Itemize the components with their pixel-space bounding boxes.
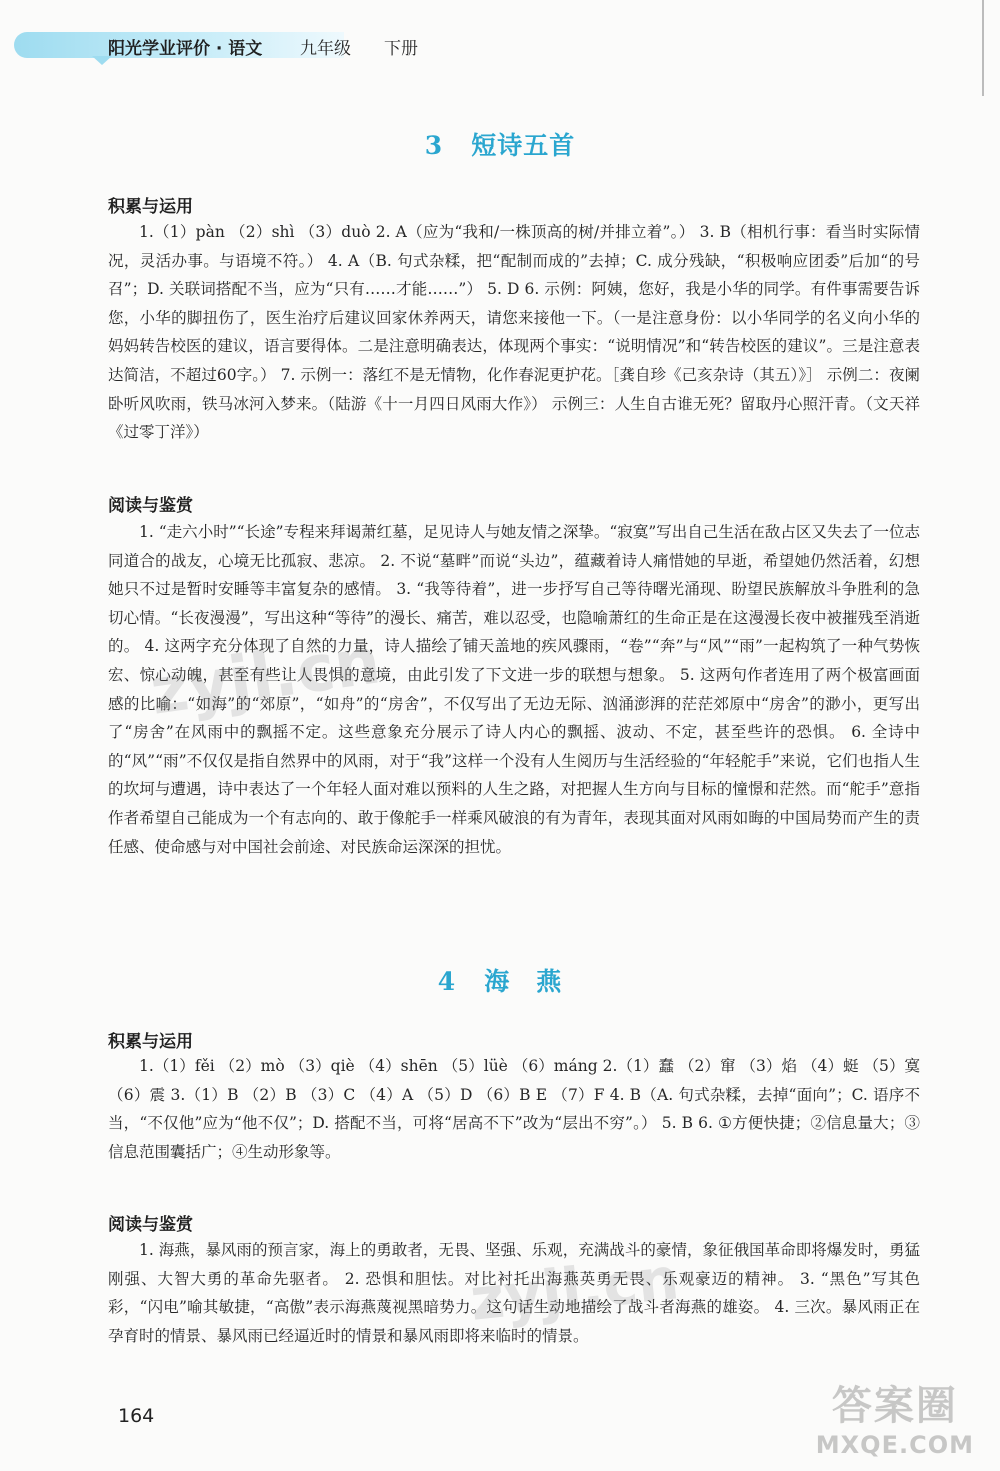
section-heading: 积累与运用 [108, 1032, 193, 1052]
answer-paragraph: 1.（1）fěi （2）mò （3）qiè （4）shēn （5）lüè （6）máng 2.（1）蠢 （2）窜 （3）焰 （4）蜓 （5）寞 （6）震 3.（1）B （2）B （3）C （4）A （5）D （6）B E （7）F 4. B（A. 句式杂糅，去掉“面向”；C. 语序不当，“不仅他”应为“他不仅”；D. 搭配不当，可将“居高不下”改为“层出不穷”。） 5. B 6. ①方便快捷；②信息量大；③信息范围囊括广；④生动形象等。 [108, 1057, 920, 1161]
page-edge-mark [982, 0, 984, 96]
logo-text: 答案圈 [831, 1383, 958, 1429]
book-series-title: 阳光学业评价 · 语文 [108, 39, 263, 59]
book-grade: 九年级 [300, 39, 351, 59]
answer-paragraph: 1. “走六小时”“长途”专程来拜谒萧红墓，足见诗人与她友情之深挚。“寂寞”写出自己生活在敌占区又失去了一位志同道合的战友，心境无比孤寂、悲凉。 2. 不说“墓畔”而说“头边”，蕴藏着诗人痛惜她的早逝，希望她仍然活着，幻想她只不过是暂时安睡等丰富复杂的感情。 3. “我等待着”，进一步抒写自己等待曙光涌现、盼望民族解放斗争胜利的急切心情。“长夜漫漫”，写出这种“等待”的漫长、痛苦，难以忍受，也隐喻萧红的生命正是在这漫漫长夜中被摧残至消逝的。 4. 这两字充分体现了自然的力量，诗人描绘了铺天盖地的疾风骤雨，“卷”“奔”与“风”“雨”一起构筑了一种气势恢宏、惊心动魄，甚至有些让人畏惧的意境，由此引发了下文进一步的联想与想象。 5. 这两句作者连用了两个极富画面感的比喻：“如海”的“郊原”，“如舟”的“房舍”，不仅写出了无边无际、汹涌澎湃的茫茫郊原中“房舍”的渺小，更写出了“房舍”在风雨中的飘摇不定。这些意象充分展示了诗人内心的飘摇、波动、不定，甚至些许的恐惧。 6. 全诗中的“风”“雨”不仅仅是指自然界中的风雨，对于“我”这样一个没有人生阅历与生活经验的“年轻舵手”来说，它们也指人生的坎坷与遭遇，诗中表达了一个年轻人面对难以预料的人生之路，对把握人生方向与目标的憧憬和茫然。而“舵手”意指作者希望自己能成为一个有志向的、敢于像舵手一样乘风破浪的有为青年，表现其面对风雨如晦的中国局势而产生的责任感、使命感与对中国社会前途、对民族命运深深的担忧。 [108, 523, 920, 856]
site-watermark: zyjl.cn [145, 624, 385, 730]
lesson-title-3: 3 短诗五首 [424, 131, 576, 160]
answer-paragraph: 1. 海燕，暴风雨的预言家，海上的勇敢者，无畏、坚强、乐观，充满战斗的豪情，象征俄国革命即将爆发时，勇猛刚强、大智大勇的革命先驱者。 2. 恐惧和胆怯。对比衬托出海燕英勇无畏、乐观豪迈的精神。 3. “黑色”写其色彩，“闪电”喻其敏捷，“高傲”表示海燕蔑视黑暗势力。这句话生动地描绘了战斗者海燕的雄姿。 4. 三次。暴风雨正在孕育时的情景、暴风雨已经逼近时的情景和暴风雨即将来临时的情景。 [108, 1241, 920, 1345]
lesson-title-4: 4 海 燕 [437, 967, 563, 996]
page-number: 164 [118, 1405, 155, 1427]
book-volume: 下册 [384, 39, 418, 59]
section-heading: 阅读与鉴赏 [108, 1215, 193, 1235]
section-heading: 阅读与鉴赏 [108, 496, 193, 516]
answer-site-logo [816, 1374, 974, 1459]
answer-paragraph: 1.（1）pàn （2）shì （3）duò 2. A（应为“我和/一株顶高的树/并排立着”。） 3. B（相机行事：看当时实际情况，灵活办事。与语境不符。） 4. A（B. 句式杂糅，把“配制而成的”去掉；C. 成分残缺，“积极响应团委”后加“的号召”；D. 关联词搭配不当，应为“只有……才能……”） 5. D 6. 示例：阿姨，您好，我是小华的同学。有件事需要告诉您，小华的脚扭伤了，医生治疗后建议回家休养两天，请您来接他一下。（一是注意身份：以小华同学的名义向小华的妈妈转告校医的建议，语言要得体。二是注意明确表达，体现两个事实：“说明情况”和“转告校医的建议”。三是注意表达简洁，不超过60字。） 7. 示例一：落红不是无情物，化作春泥更护花。［龚自珍《己亥杂诗（其五）》］ 示例二：夜阑卧听风吹雨，铁马冰河入梦来。（陆游《十一月四日风雨大作》） 示例三：人生自古谁无死？留取丹心照汗青。（文天祥《过零丁洋》） [108, 223, 920, 442]
logo-url: MXQE.COM [815, 1431, 974, 1459]
site-watermark: zyjl.cn [467, 1244, 683, 1334]
section-heading: 积累与运用 [108, 197, 193, 217]
